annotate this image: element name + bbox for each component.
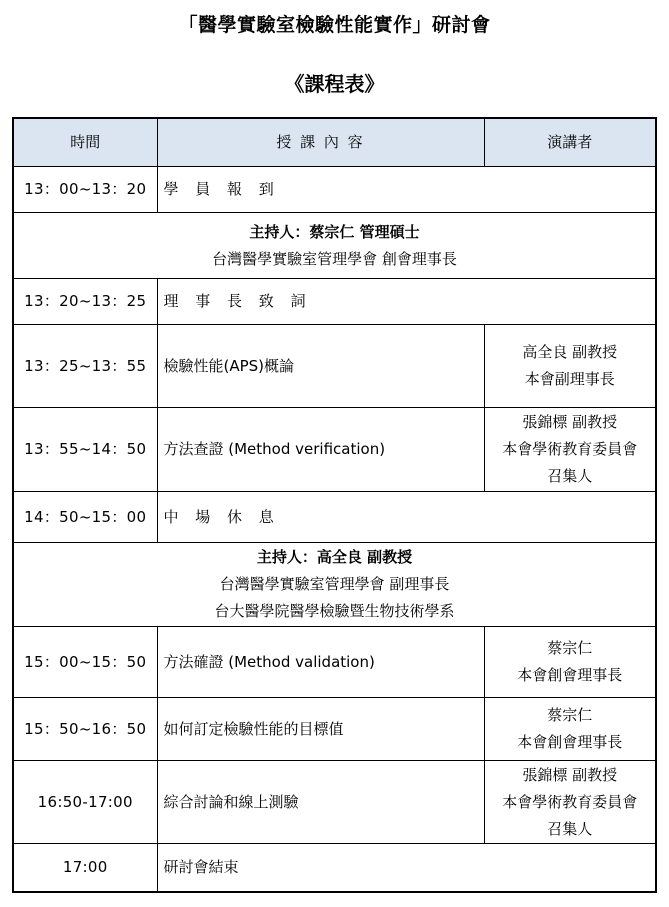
host-affiliation: 台大醫學院醫學檢驗暨生物技術學系 xyxy=(214,602,455,620)
speaker-name: 蔡宗仁 xyxy=(547,706,593,724)
host-name: 主持人：蔡宗仁 管理碩士 xyxy=(249,222,420,241)
table-row xyxy=(13,279,656,325)
row-content: 綜合討論和線上測驗 xyxy=(157,761,484,844)
speaker-title: 本會學術教育委員會 xyxy=(502,440,638,458)
speaker-title: 本會創會理事長 xyxy=(517,666,623,684)
row-time: 17:00 xyxy=(13,844,157,892)
speaker-name: 蔡宗仁 xyxy=(547,639,593,657)
header-content: 授 課 內 容 xyxy=(157,118,484,167)
table-header-row xyxy=(13,118,656,167)
row-time: 13：00~13：20 xyxy=(13,167,157,213)
host-row xyxy=(13,543,656,627)
row-time: 16:50-17:00 xyxy=(13,761,157,844)
speaker-title: 本會副理事長 xyxy=(524,370,615,388)
row-time: 15：00~15：50 xyxy=(13,627,157,698)
row-time: 13：25~13：55 xyxy=(13,325,157,408)
row-time: 14：50~15：00 xyxy=(13,492,157,543)
row-content: 中 場 休 息 xyxy=(157,492,656,543)
speaker-name: 張錦標 副教授 xyxy=(522,413,618,431)
table-row xyxy=(13,844,656,892)
table-row xyxy=(13,325,656,408)
speaker-title: 本會創會理事長 xyxy=(517,733,623,751)
header-time: 時間 xyxy=(13,118,157,167)
speaker-name: 張錦標 副教授 xyxy=(522,765,618,784)
document-title: 「醫學實驗室檢驗性能實作」研討會 xyxy=(178,14,491,36)
table-row xyxy=(13,761,656,844)
table-row xyxy=(13,698,656,761)
table-row xyxy=(13,492,656,543)
speaker-title-2: 召集人 xyxy=(547,467,593,485)
row-content: 理 事 長 致 詞 xyxy=(157,279,656,325)
row-speaker xyxy=(484,698,656,761)
row-speaker xyxy=(484,325,656,408)
row-time: 13：55~14：50 xyxy=(13,408,157,492)
row-content: 學 員 報 到 xyxy=(157,167,656,213)
table-row xyxy=(13,627,656,698)
row-time: 15：50~16：50 xyxy=(13,698,157,761)
row-content: 檢驗性能(APS)概論 xyxy=(157,325,484,408)
host-name: 主持人：高全良 副教授 xyxy=(256,548,413,566)
header-speaker: 演講者 xyxy=(484,118,656,167)
speaker-title: 本會學術教育委員會 xyxy=(502,792,638,811)
speaker-title-2: 召集人 xyxy=(547,819,593,838)
host-block xyxy=(13,543,656,627)
row-speaker xyxy=(484,761,656,844)
table-row xyxy=(13,167,656,213)
row-content: 研討會結束 xyxy=(157,844,656,892)
row-speaker xyxy=(484,408,656,492)
row-content: 如何訂定檢驗性能的目標值 xyxy=(157,698,484,761)
host-row xyxy=(13,213,656,279)
row-speaker xyxy=(484,627,656,698)
speaker-name: 高全良 副教授 xyxy=(522,343,618,361)
row-time: 13：20~13：25 xyxy=(13,279,157,325)
row-content: 方法查證 (Method verification) xyxy=(157,408,484,492)
row-content: 方法確證 (Method validation) xyxy=(157,627,484,698)
host-block xyxy=(13,213,656,279)
host-title: 台灣醫學實驗室管理學會 副理事長 xyxy=(219,575,450,593)
schedule-table xyxy=(12,117,657,893)
document-subtitle: 《課程表》 xyxy=(284,72,385,96)
table-row xyxy=(13,408,656,492)
host-title: 台灣醫學實驗室管理學會 創會理事長 xyxy=(212,249,457,268)
